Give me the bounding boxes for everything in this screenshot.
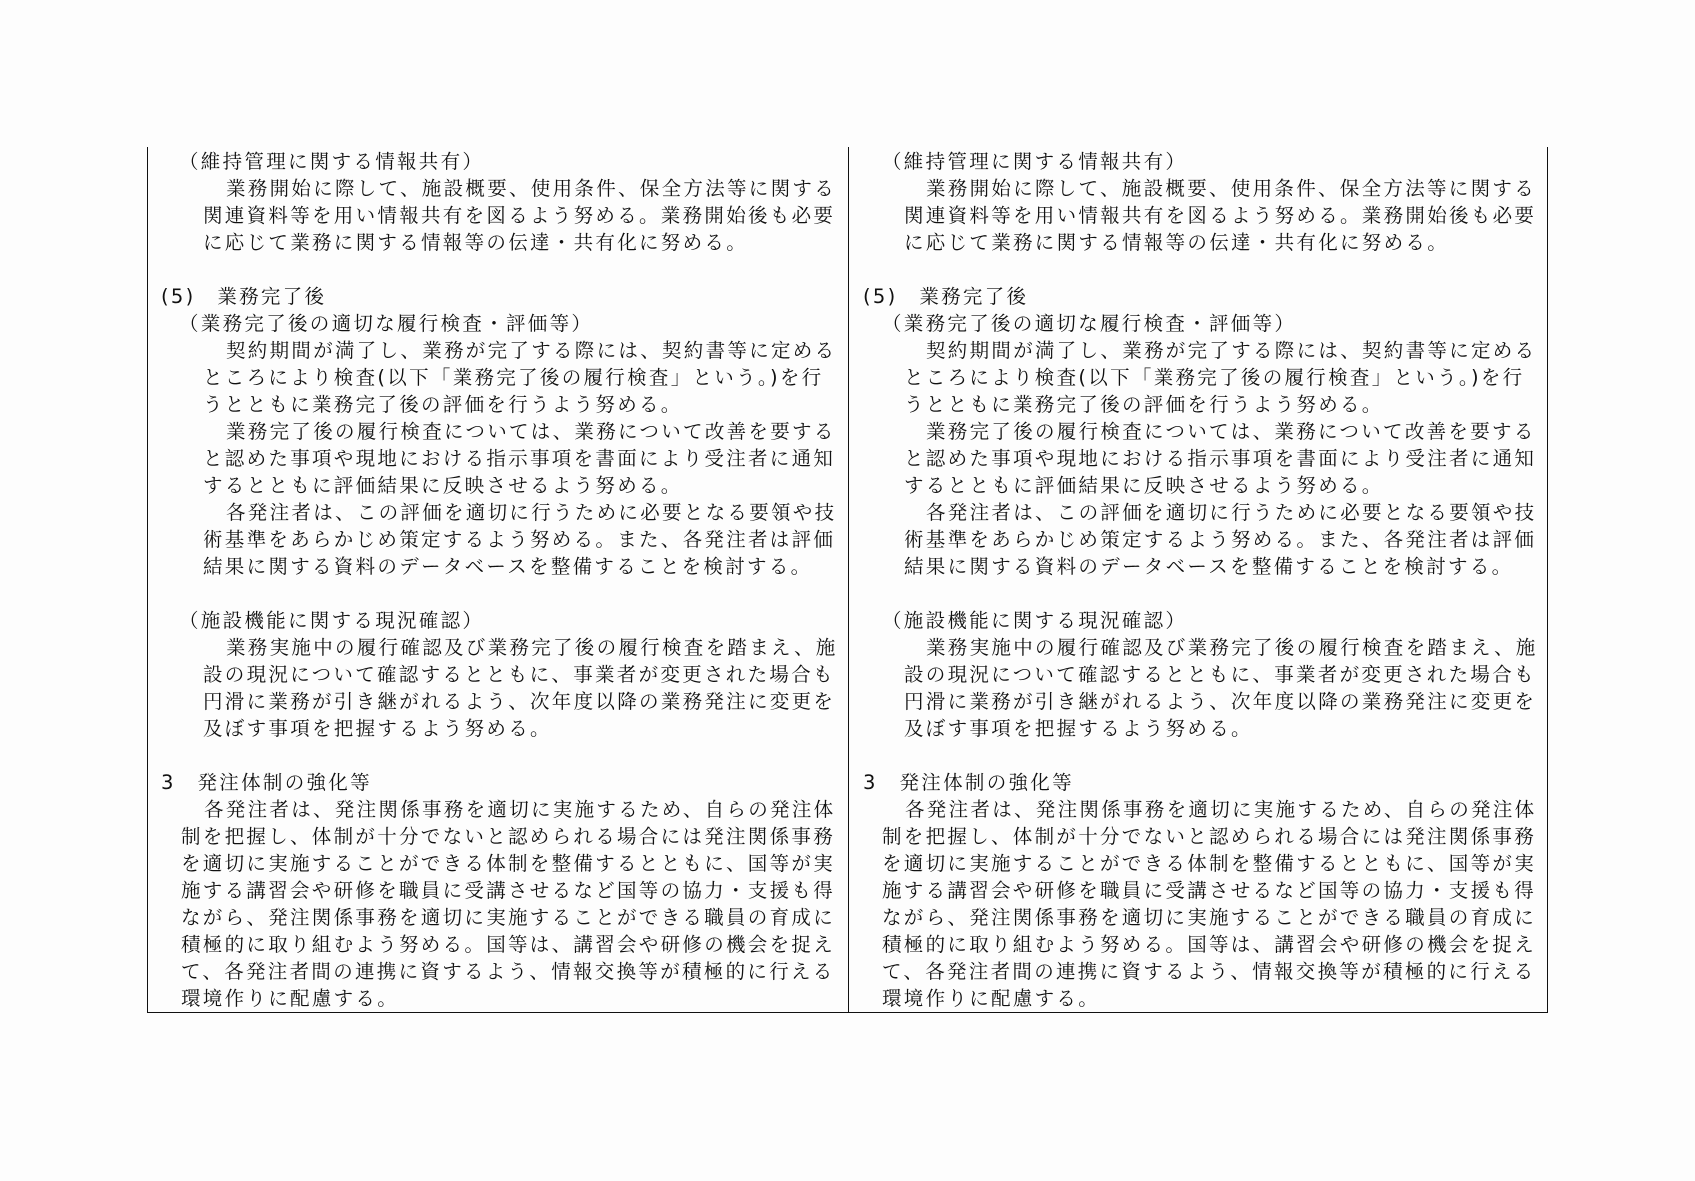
subsection-heading: （施設機能に関する現況確認）	[882, 609, 1188, 632]
body-text-line: 及ぼす事項を把握するよう努める。	[904, 717, 1253, 740]
body-text-line: 施する講習会や研修を職員に受講させるなど国等の協力・支援も得	[882, 879, 1537, 902]
body-text-line: 制を把握し、体制が十分でないと認められる場合には発注関係事務	[181, 825, 836, 848]
body-text-line: 業務実施中の履行確認及び業務完了後の履行検査を踏まえ、施	[926, 636, 1538, 659]
body-text-line: 積極的に取り組むよう努める。国等は、講習会や研修の機会を捉え	[181, 933, 836, 956]
section-heading: (5) 業務完了後	[161, 285, 327, 308]
body-text-line: 結果に関する資料のデータベースを整備することを検討する。	[904, 555, 1514, 578]
body-text-line: を適切に実施することができる体制を整備するとともに、国等が実	[882, 852, 1536, 875]
body-text-line: 積極的に取り組むよう努める。国等は、講習会や研修の機会を捉え	[882, 933, 1537, 956]
body-text-line: 環境作りに配慮する。	[882, 987, 1101, 1010]
body-text-line: するとともに評価結果に反映させるよう努める。	[904, 474, 1384, 497]
body-text-line: を適切に実施することができる体制を整備するとともに、国等が実	[181, 852, 835, 875]
body-text-line: て、各発注者間の連携に資するよう、情報交換等が積極的に行える	[181, 960, 835, 983]
subsection-heading: （維持管理に関する情報共有）	[882, 150, 1188, 173]
body-text-line: 業務完了後の履行検査については、業務について改善を要する	[226, 420, 836, 443]
body-text-line: 関連資料等を用い情報共有を図るよう努める。業務開始後も必要	[203, 204, 836, 227]
body-text-line: と認めた事項や現地における指示事項を書面により受注者に通知	[904, 447, 1537, 470]
body-text-line: 設の現況について確認するとともに、事業者が変更された場合も	[904, 663, 1536, 686]
body-text-line: ながら、発注関係事務を適切に実施することができる職員の育成に	[882, 906, 1537, 929]
body-text-line: するとともに評価結果に反映させるよう努める。	[203, 474, 683, 497]
right-column	[849, 147, 1549, 1012]
body-text-line: 結果に関する資料のデータベースを整備することを検討する。	[203, 555, 813, 578]
body-text-line: 円滑に業務が引き継がれるよう、次年度以降の業務発注に変更を	[203, 690, 836, 713]
subsection-heading: （業務完了後の適切な履行検査・評価等）	[179, 312, 594, 335]
body-text-line: 各発注者は、発注関係事務を適切に実施するため、自らの発注体	[905, 798, 1537, 821]
body-text-line: 設の現況について確認するとともに、事業者が変更された場合も	[203, 663, 835, 686]
body-text-line: 施する講習会や研修を職員に受講させるなど国等の協力・支援も得	[181, 879, 836, 902]
body-text-line: ところにより検査(以下「業務完了後の履行検査」という。)を行	[203, 366, 824, 389]
subsection-heading: （施設機能に関する現況確認）	[179, 609, 485, 632]
body-text-line: 業務完了後の履行検査については、業務について改善を要する	[926, 420, 1536, 443]
body-text-line: 各発注者は、発注関係事務を適切に実施するため、自らの発注体	[204, 798, 836, 821]
body-text-line: 環境作りに配慮する。	[181, 987, 400, 1010]
body-text-line: 各発注者は、この評価を適切に行うために必要となる要領や技	[226, 501, 837, 524]
body-text-line: に応じて業務に関する情報等の伝達・共有化に努める。	[904, 231, 1450, 254]
body-text-line: 関連資料等を用い情報共有を図るよう努める。業務開始後も必要	[904, 204, 1537, 227]
body-text-line: 円滑に業務が引き継がれるよう、次年度以降の業務発注に変更を	[904, 690, 1537, 713]
section-heading: 3 発注体制の強化等	[161, 771, 372, 794]
comparison-table	[147, 147, 1548, 1013]
body-text-line: 業務開始に際して、施設概要、使用条件、保全方法等に関する	[226, 177, 837, 200]
body-text-line: ところにより検査(以下「業務完了後の履行検査」という。)を行	[904, 366, 1525, 389]
body-text-line: 及ぼす事項を把握するよう努める。	[203, 717, 552, 740]
body-text-line: うとともに業務完了後の評価を行うよう努める。	[904, 393, 1384, 416]
body-text-line: 術基準をあらかじめ策定するよう努める。また、各発注者は評価	[203, 528, 836, 551]
body-text-line: うとともに業務完了後の評価を行うよう努める。	[203, 393, 683, 416]
body-text-line: 業務開始に際して、施設概要、使用条件、保全方法等に関する	[926, 177, 1537, 200]
body-text-line: と認めた事項や現地における指示事項を書面により受注者に通知	[203, 447, 836, 470]
body-text-line: 業務実施中の履行確認及び業務完了後の履行検査を踏まえ、施	[226, 636, 838, 659]
body-text-line: に応じて業務に関する情報等の伝達・共有化に努める。	[203, 231, 749, 254]
body-text-line: て、各発注者間の連携に資するよう、情報交換等が積極的に行える	[882, 960, 1536, 983]
subsection-heading: （維持管理に関する情報共有）	[179, 150, 485, 173]
section-heading: (5) 業務完了後	[863, 285, 1029, 308]
body-text-line: 契約期間が満了し、業務が完了する際には、契約書等に定める	[926, 339, 1537, 362]
body-text-line: 契約期間が満了し、業務が完了する際には、契約書等に定める	[226, 339, 837, 362]
subsection-heading: （業務完了後の適切な履行検査・評価等）	[882, 312, 1297, 335]
body-text-line: 制を把握し、体制が十分でないと認められる場合には発注関係事務	[882, 825, 1537, 848]
left-column	[148, 147, 848, 1012]
section-heading: 3 発注体制の強化等	[863, 771, 1074, 794]
body-text-line: 術基準をあらかじめ策定するよう努める。また、各発注者は評価	[904, 528, 1537, 551]
body-text-line: ながら、発注関係事務を適切に実施することができる職員の育成に	[181, 906, 836, 929]
body-text-line: 各発注者は、この評価を適切に行うために必要となる要領や技	[926, 501, 1537, 524]
